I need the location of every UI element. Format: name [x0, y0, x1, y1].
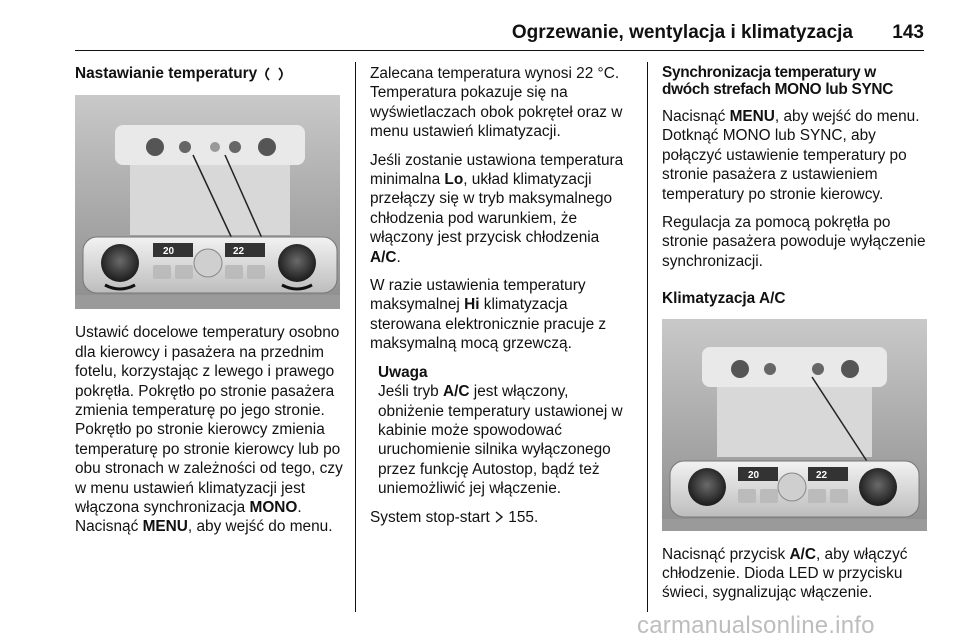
column-divider-2 [647, 62, 648, 612]
page-number: 143 [892, 22, 924, 43]
column-divider-1 [355, 62, 356, 612]
header-divider [75, 50, 924, 51]
text: W razie ustawienia temperatury maksymalnej [370, 277, 586, 314]
display-right: 22 [816, 469, 828, 481]
display-right: 22 [233, 246, 245, 258]
heading-ac: Klimatyzacja A/C [662, 290, 786, 308]
heading-text: Nastawianie temperatury [75, 65, 258, 82]
note-text [378, 382, 634, 498]
text: , aby włączyć chłodzenie. Dioda LED w przycisku świeci, sygnalizując włączenie. [662, 545, 908, 602]
text: Jeśli zostanie ustawiona temperatura minimalna [370, 151, 624, 189]
bold-ac: A/C [370, 248, 397, 266]
paragraph-stop-start [370, 508, 634, 527]
page-header [0, 0, 960, 52]
display-left: 20 [748, 469, 760, 481]
text: , aby wejść do menu. Dotknąć MONO lub SYNC, aby połączyć ustawienie temperatury po stronie pasażera z ustawieniem temperatury po stronie kierowcy. [662, 108, 920, 203]
paragraph-lo [370, 151, 634, 267]
text: , układ klimatyzacji przełączy się w tryb maksymalnego chłodzenia pod warunkiem, że włączony jest przycisk chłodzenia [370, 171, 613, 247]
paragraph-menu [662, 107, 927, 204]
right-column [662, 64, 927, 612]
section-title: Ogrzewanie, wentylacja i klimatyzacja [511, 22, 853, 43]
page-reference-arrow-icon [494, 511, 504, 523]
climate-panel-figure-2 [662, 319, 927, 531]
bold-hi: Hi [464, 296, 480, 314]
paragraph-sync-off: Regulacja za pomocą pokrętła po stronie pasażera powoduje wyłączenie synchronizacji. [662, 214, 926, 270]
paragraph-hi [370, 276, 634, 354]
paragraph-ac [662, 545, 927, 603]
temperature-knob-icon [261, 67, 287, 81]
left-paragraph [75, 323, 345, 536]
bold-menu: MENU [142, 518, 188, 536]
middle-column [370, 64, 634, 536]
paragraph-recommended-temp: Zalecana temperatura wynosi 22 °C. Temperatura pokazuje się na wyświetlaczach obok pokręteł oraz w menu ustawień klimatyzacji. [370, 65, 623, 141]
text: Jeśli tryb [378, 383, 443, 401]
heading-temperature [75, 64, 345, 83]
text: , aby wejść do menu. [187, 518, 333, 536]
text: Nacisnąć [662, 108, 730, 125]
text: jest włączony, obniżenie temperatury ustawionej w kabinie może spowodować uruchomienie silnika wyłączonego przez funkcję Autostop, bądź też uniemożliwić jej włączenie. [378, 383, 623, 498]
text: Ustawić docelowe temperatury osobno dla kierowcy i pasażera na przednim fotelu, korzystając z lewego i prawego pokrętła. Pokrętło po stronie pasażera zmienia temperaturę po jego stronie. Pokrętło po stronie kierowcy zmienia temperaturę po stronie kierowcy lub po obu stronach w zależności od tego, czy w menu ustawień klimatyzacji jest włączona synchronizacja [75, 324, 343, 517]
text: . [396, 248, 401, 266]
bold-mono: MONO [249, 499, 298, 517]
text: . Nacisnąć [75, 499, 302, 536]
page-reference: 155. [504, 508, 539, 526]
text: klimatyzacja sterowana elektronicznie pracuje z maksymalną mocą grzewczą. [370, 296, 607, 353]
display-left: 20 [163, 246, 175, 258]
watermark: carmanualsonline.info [637, 612, 875, 639]
text: Nacisnąć przycisk [662, 545, 790, 563]
climate-panel-figure-1 [75, 95, 340, 309]
heading-sync: Synchronizacja temperatury w dwóch strefach MONO lub SYNC [662, 64, 894, 98]
bold-ac: A/C [443, 383, 470, 401]
note-title: Uwaga [378, 363, 428, 381]
bold-lo: Lo [444, 171, 464, 189]
note-box [370, 363, 634, 499]
bold-menu: MENU [729, 108, 775, 125]
text: System stop-start [370, 508, 495, 526]
bold-ac: A/C [789, 545, 816, 563]
left-column [75, 64, 345, 546]
